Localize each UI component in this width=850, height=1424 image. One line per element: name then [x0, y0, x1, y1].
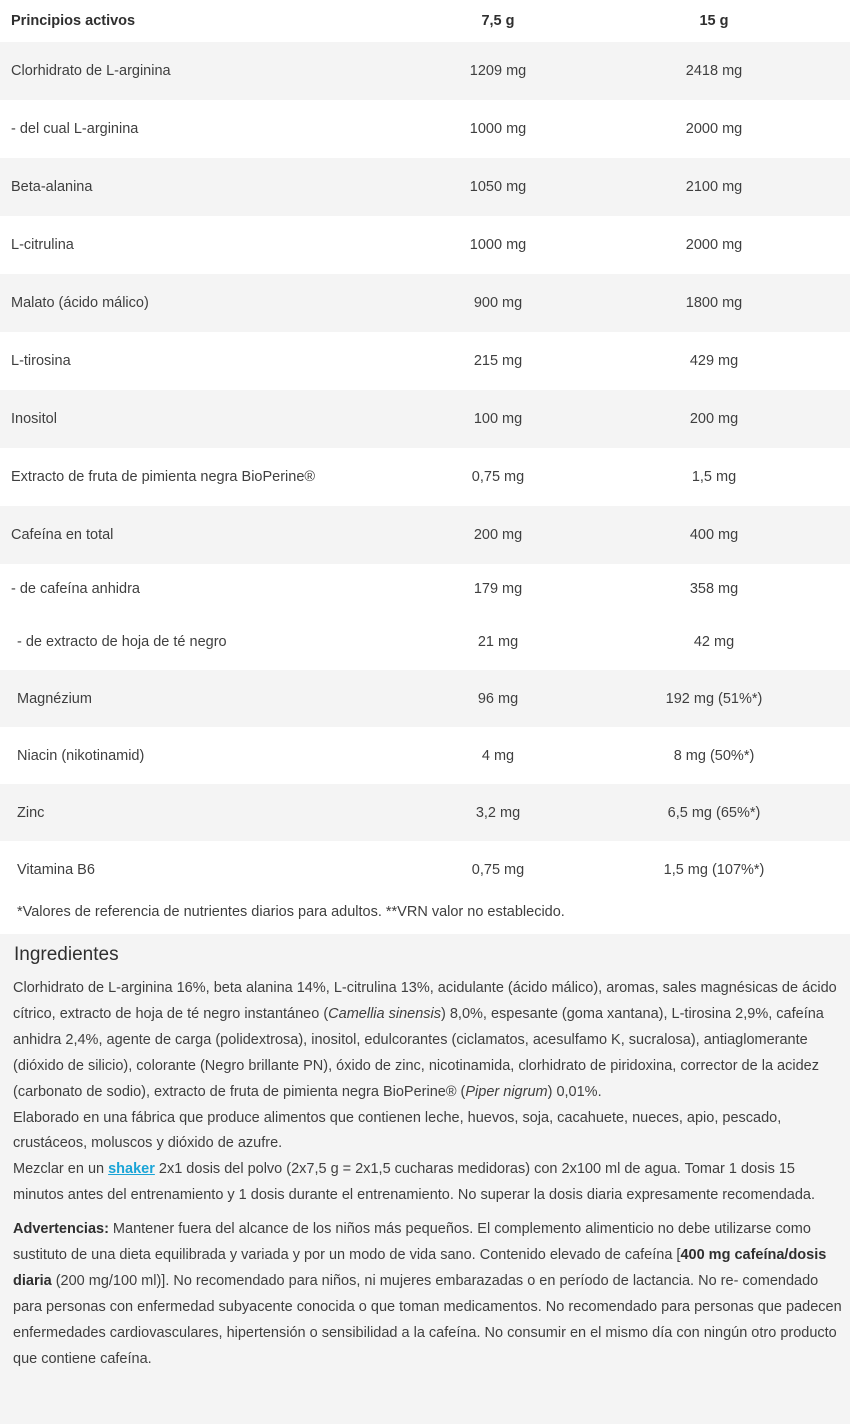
ingredients-section — [0, 934, 850, 1424]
row-name: - del cual L-arginina — [11, 121, 139, 137]
latin-name: Camellia sinensis — [328, 1005, 441, 1022]
row-name: Beta-alanina — [11, 179, 93, 195]
row-name: Extracto de fruta de pimienta negra BioPerine® — [11, 469, 316, 485]
row-dose1: 1050 mg — [469, 179, 527, 195]
header-name: Principios activos — [11, 13, 136, 29]
row-dose1: 1209 mg — [469, 63, 527, 79]
row-dose2: 2000 mg — [685, 121, 743, 137]
row-dose1: 4 mg — [481, 747, 515, 764]
row-name: Vitamina B6 — [17, 861, 95, 878]
row-name: Magnézium — [17, 690, 92, 707]
row-dose1: 96 mg — [477, 690, 519, 707]
table-row — [0, 216, 850, 274]
ingredients-text: Clorhidrato de L-arginina 16%, beta alanina 14%, L-citrulina 13%, acidulante (ácido málico), aromas, sales magnésicas de ácido cítrico, extracto de hoja de té negro instantáneo ( — [13, 980, 837, 1022]
table-row — [0, 42, 850, 100]
row-name: Zinc — [17, 804, 45, 821]
warnings — [13, 1217, 849, 1372]
row-name: Clorhidrato de L-arginina — [11, 63, 171, 79]
table-row — [0, 448, 850, 506]
row-dose2: 429 mg — [689, 353, 739, 369]
table-row — [0, 158, 850, 216]
footnote: *Valores de referencia de nutrientes diarios para adultos. **VRN valor no establecido. — [17, 904, 565, 920]
row-name: - de cafeína anhidra — [11, 581, 140, 597]
row-dose2: 1800 mg — [685, 295, 743, 311]
row-dose2: 8 mg (50%*) — [673, 747, 755, 764]
ingredients-title: Ingredientes — [14, 944, 119, 965]
row-name: Niacin (nikotinamid) — [17, 747, 145, 764]
row-dose2: 358 mg — [689, 581, 739, 597]
ingredients-text: ) 8,0%, espesante (goma xantana), L-tirosina 2,9%, cafeína anhidra 2,4%, agente de carga (polidextrosa), inositol, edulcorantes (ciclamatos, acesulfamo K, sucralosa), antiaglomerante (dióxido de silicio), colorante (Negro brillante PN), óxido de zinc, nicotinamida, clorhidrato de piridoxina, corrector de la acidez (carbonato de sodio), extracto de fruta de pimienta negra BioPerine® ( — [13, 1005, 824, 1100]
table-header — [0, 0, 850, 42]
row-dose1: 21 mg — [477, 634, 519, 650]
row-dose2: 2000 mg — [685, 237, 743, 253]
warnings-text: (200 mg/100 ml)]. No recomendado para niños, ni mujeres embarazadas o en período de lactancia. No re- comendado para personas con enfermedad subyacente conocida o que toman medicamentos. No recomendado para personas que padecen enfermedades cardiovasculares, hipertensión o sensibilidad a la cafeína. No consumir en el mismo día con ningún otro producto que contiene cafeína. — [13, 1272, 842, 1367]
row-dose2: 1,5 mg — [691, 469, 737, 485]
table-row — [0, 100, 850, 158]
row-name: Malato (ácido málico) — [11, 295, 149, 311]
ingredients-body — [13, 976, 849, 1373]
row-dose2: 192 mg (51%*) — [665, 690, 763, 707]
row-name: L-citrulina — [11, 237, 74, 253]
usage-text: 2x1 dosis del polvo (2x7,5 g = 2x1,5 cucharas medidoras) con 2x100 ml de agua. Tomar 1 dosis 15 minutos antes del entrenamiento y 1 dosis durante el entrenamiento. No superar la dosis diaria expresamente recomendada. — [13, 1161, 815, 1204]
warnings-label: Advertencias: — [13, 1221, 109, 1238]
row-name: - de extracto de hoja de té negro — [17, 634, 227, 650]
row-dose1: 1000 mg — [469, 237, 527, 253]
table-row — [0, 564, 850, 614]
table-row — [0, 390, 850, 448]
row-dose2: 6,5 mg (65%*) — [667, 804, 761, 821]
row-dose1: 100 mg — [473, 411, 523, 427]
row-dose1: 3,2 mg — [475, 804, 521, 821]
row-dose2: 1,5 mg (107%*) — [663, 861, 765, 878]
allergen-note: Elaborado en una fábrica que produce alimentos que contienen leche, huevos, soja, cacahuete, nueces, apio, pescado, crustáceos, moluscos y dióxido de azufre. — [13, 1109, 782, 1152]
header-dose2: 15 g — [699, 13, 729, 29]
table-row — [0, 670, 850, 727]
ingredients-text: ) 0,01%. — [547, 1083, 602, 1100]
usage-text: Mezclar en un — [13, 1161, 109, 1178]
latin-name: Piper nigrum — [465, 1083, 548, 1100]
row-dose1: 0,75 mg — [471, 861, 525, 878]
row-dose1: 179 mg — [473, 581, 523, 597]
row-name: Cafeína en total — [11, 527, 114, 543]
row-dose2: 200 mg — [689, 411, 739, 427]
warnings-text: Mantener fuera del alcance de los niños más pequeños. El complemento alimenticio no debe utilizarse como sustituto de una dieta equilibrada y variada y por un modo de vida sano. Contenido elevado de cafeína [ — [13, 1221, 811, 1264]
table-row — [0, 506, 850, 564]
table-row — [0, 614, 850, 670]
row-dose1: 200 mg — [473, 527, 523, 543]
table-row — [0, 332, 850, 390]
shaker-link[interactable]: shaker — [108, 1161, 155, 1178]
row-name: Inositol — [11, 411, 57, 427]
table-row — [0, 727, 850, 784]
row-dose2: 42 mg — [693, 634, 735, 650]
row-dose2: 2100 mg — [685, 179, 743, 195]
table-row — [0, 274, 850, 332]
row-dose1: 1000 mg — [469, 121, 527, 137]
table-row — [0, 784, 850, 841]
ingredients-list — [13, 976, 849, 1106]
table-row — [0, 841, 850, 898]
row-dose1: 215 mg — [473, 353, 523, 369]
caffeine-dose: 400 mg cafeína/dosis diaria — [13, 1247, 827, 1289]
row-dose1: 900 mg — [473, 295, 523, 311]
row-dose2: 2418 mg — [685, 63, 743, 79]
row-dose2: 400 mg — [689, 527, 739, 543]
row-name: L-tirosina — [11, 353, 71, 369]
usage-instructions — [13, 1157, 849, 1209]
header-dose1: 7,5 g — [481, 13, 515, 29]
row-dose1: 0,75 mg — [471, 469, 525, 485]
